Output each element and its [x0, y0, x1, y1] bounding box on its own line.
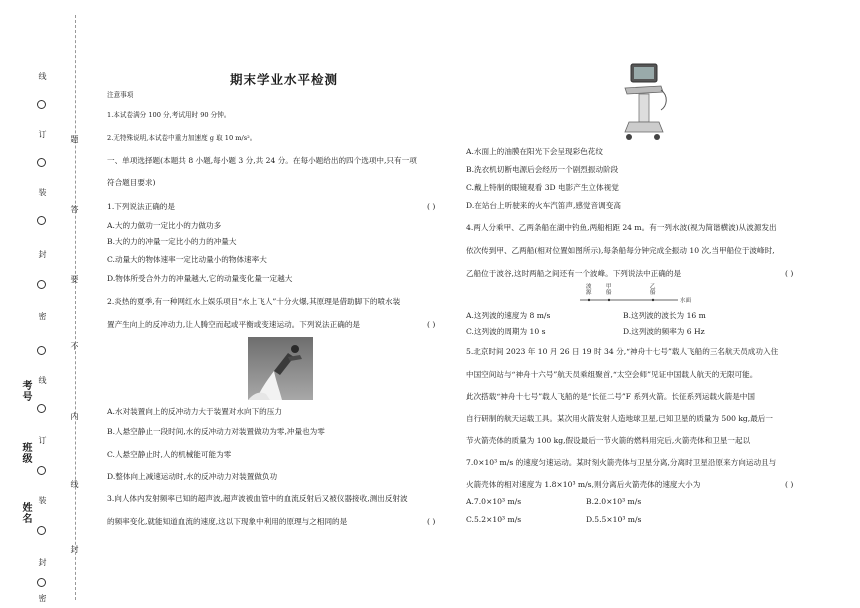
seal-char: 密 — [38, 312, 47, 320]
answer-paren: ( ) — [785, 480, 794, 489]
inner-char: 题 — [70, 135, 79, 143]
page-title: 期末学业水平检测 — [230, 72, 339, 87]
q4-option-a: A.这列波的速度为 8 m/s — [466, 311, 551, 320]
answer-paren: ( ) — [785, 269, 794, 278]
seal-circle — [37, 280, 46, 289]
label-wave-source: 波源 — [586, 284, 592, 296]
q1-stem: 1.下列说法正确的是 — [107, 202, 175, 211]
water-jetpack-photo — [248, 337, 313, 404]
q4-boat-diagram — [578, 284, 708, 306]
q5-option-a: A.7.0×10³ m/s — [466, 497, 522, 506]
q3-stem: 3.向人体内发射频率已知的超声波,超声波被血管中的血流反射后又被仪器接收,测出反射波 — [107, 494, 408, 503]
q5-stem-cont: 自行研制的航天运载工具。某次用火箭发射人造地球卫星,已知卫星的质量为 500 kg,最后一 — [466, 414, 773, 423]
seal-circle — [37, 526, 46, 535]
field-name: 姓名 — [20, 502, 31, 524]
q3-option-d: D.在站台上听驶来的火车汽笛声,感觉音调变高 — [466, 201, 621, 210]
q5-stem-cont: 中国空间站与“神舟十六号”航天员乘组聚首,“太空会师”见证中国载人航天的无限可能。 — [466, 370, 758, 379]
q5-option-b: B.2.0×10³ m/s — [586, 497, 642, 506]
q1-option-b: B.大的力的冲量一定比小的力的冲量大 — [107, 237, 237, 246]
binding-dashed-line — [75, 15, 76, 600]
seal-char: 密 — [38, 594, 47, 602]
answer-paren: ( ) — [427, 320, 436, 329]
field-exam-number: 考号 — [20, 380, 31, 402]
q1-option-d: D.物体所受合外力的冲量越大,它的动量变化量一定越大 — [107, 274, 293, 283]
seal-circle — [37, 346, 46, 355]
seal-char: 装 — [38, 188, 47, 196]
label-water-surface: 水面 — [680, 298, 692, 304]
inner-char: 要 — [70, 275, 79, 283]
field-class: 班级 — [20, 442, 31, 464]
inner-char: 答 — [70, 205, 79, 213]
q2-stem: 2.炎热的夏季,有一种网红水上娱乐项目“水上飞人”十分火爆,其原理是借助脚下的喷水装 — [107, 297, 401, 306]
section-heading: 一、单项选择题(本题共 8 小题,每小题 3 分,共 24 分。在每小题给出的四个选项中,只有一项 — [107, 156, 417, 165]
binding-margin — [0, 0, 95, 608]
q3-option-c: C.戴上特制的眼镜观看 3D 电影产生立体视觉 — [466, 183, 619, 192]
inner-char: 不 — [70, 342, 79, 350]
label-boat-jia: 甲船 — [606, 284, 612, 296]
seal-circle — [37, 404, 46, 413]
seal-circle — [37, 100, 46, 109]
notice-heading: 注意事项 — [107, 91, 134, 99]
inner-char: 内 — [70, 412, 79, 420]
notice-item: 2.无特殊说明,本试卷中重力加速度 g 取 10 m/s²。 — [107, 134, 257, 142]
seal-char: 线 — [38, 376, 47, 384]
q4-option-b: B.这列波的波长为 16 m — [623, 311, 706, 320]
label-boat-yi: 乙船 — [650, 284, 656, 296]
seal-circle — [37, 158, 46, 167]
seal-char: 订 — [38, 436, 47, 444]
seal-circle — [37, 578, 46, 587]
notice-item: 1.本试卷满分 100 分,考试用时 90 分钟。 — [107, 111, 231, 119]
q5-stem-cont: 火箭壳体的相对速度为 1.8×10³ m/s,则分离后火箭壳体的速度大小为 — [466, 480, 701, 489]
q2-stem-cont: 置产生向上的反冲动力,让人腾空而起或平衡或变速运动。下列说法正确的是 — [107, 320, 361, 329]
seal-char: 封 — [38, 558, 47, 566]
answer-paren: ( ) — [427, 202, 436, 211]
ultrasound-machine-image — [617, 62, 669, 148]
q3-option-b: B.洗衣机切断电源后会经历一个剧烈振动阶段 — [466, 165, 619, 174]
q3-option-a: A.水面上的油膜在阳光下会呈现彩色花纹 — [466, 147, 603, 156]
q2-option-c: C.人悬空静止时,人的机械能可能为零 — [107, 450, 232, 459]
q4-stem-cont: 依次传到甲、乙两船(相对位置如图所示),每条船每分钟完成全振动 10 次,当甲船位于波峰时, — [466, 246, 775, 255]
q5-stem-cont: 节火箭壳体的质量为 100 kg,假设最后一节火箭的燃料用完后,火箭壳体和卫星一起以 — [466, 436, 751, 445]
q5-stem-cont: 7.0×10³ m/s 的速度匀速运动。某时刻火箭壳体与卫星分离,分离时卫星沿原来方向运动且与 — [466, 458, 777, 467]
section-heading-cont: 符合题目要求) — [107, 178, 156, 187]
seal-char: 装 — [38, 496, 47, 504]
q1-option-a: A.大的力做功一定比小的力做功多 — [107, 221, 222, 230]
q4-stem-cont: 乙船位于波谷,这时两船之间还有一个波峰。下列说法中正确的是 — [466, 269, 682, 278]
q4-stem: 4.两人分乘甲、乙两条船在湖中钓鱼,两船相距 24 m。有一列水波(视为简谐横波)从波源发出 — [466, 223, 777, 232]
seal-char: 线 — [38, 72, 47, 80]
q2-option-a: A.水对装置向上的反冲动力大于装置对水向下的压力 — [107, 407, 282, 416]
seal-circle — [37, 466, 46, 475]
q4-option-c: C.这列波的周期为 10 s — [466, 327, 546, 336]
q5-stem-cont: 此次搭载“神舟十七号”载人飞船的是“长征二号”F 系列火箭。长征系列运载火箭是中国 — [466, 392, 755, 401]
inner-char: 封 — [70, 545, 79, 553]
q1-option-c: C.动量大的物体速率一定比动量小的物体速率大 — [107, 255, 267, 264]
q5-option-c: C.5.2×10³ m/s — [466, 515, 522, 524]
q5-option-d: D.5.5×10³ m/s — [586, 515, 642, 524]
q3-stem-cont: 的频率变化,就能知道血流的速度,这以下现象中利用的原理与之相同的是 — [107, 517, 348, 526]
seal-char: 订 — [38, 130, 47, 138]
q4-option-d: D.这列波的频率为 6 Hz — [623, 327, 705, 336]
seal-circle — [37, 216, 46, 225]
seal-char: 封 — [38, 250, 47, 258]
q2-option-d: D.整体向上减速运动时,水的反冲动力对装置做负功 — [107, 472, 278, 481]
inner-char: 线 — [70, 480, 79, 488]
q5-stem: 5.北京时间 2023 年 10 月 26 日 19 时 34 分,“神舟十七号”载人飞船的三名航天员成功入住 — [466, 347, 779, 356]
q2-option-b: B.人悬空静止一段时间,水的反冲动力对装置做功为零,冲量也为零 — [107, 427, 325, 436]
answer-paren: ( ) — [427, 517, 436, 526]
